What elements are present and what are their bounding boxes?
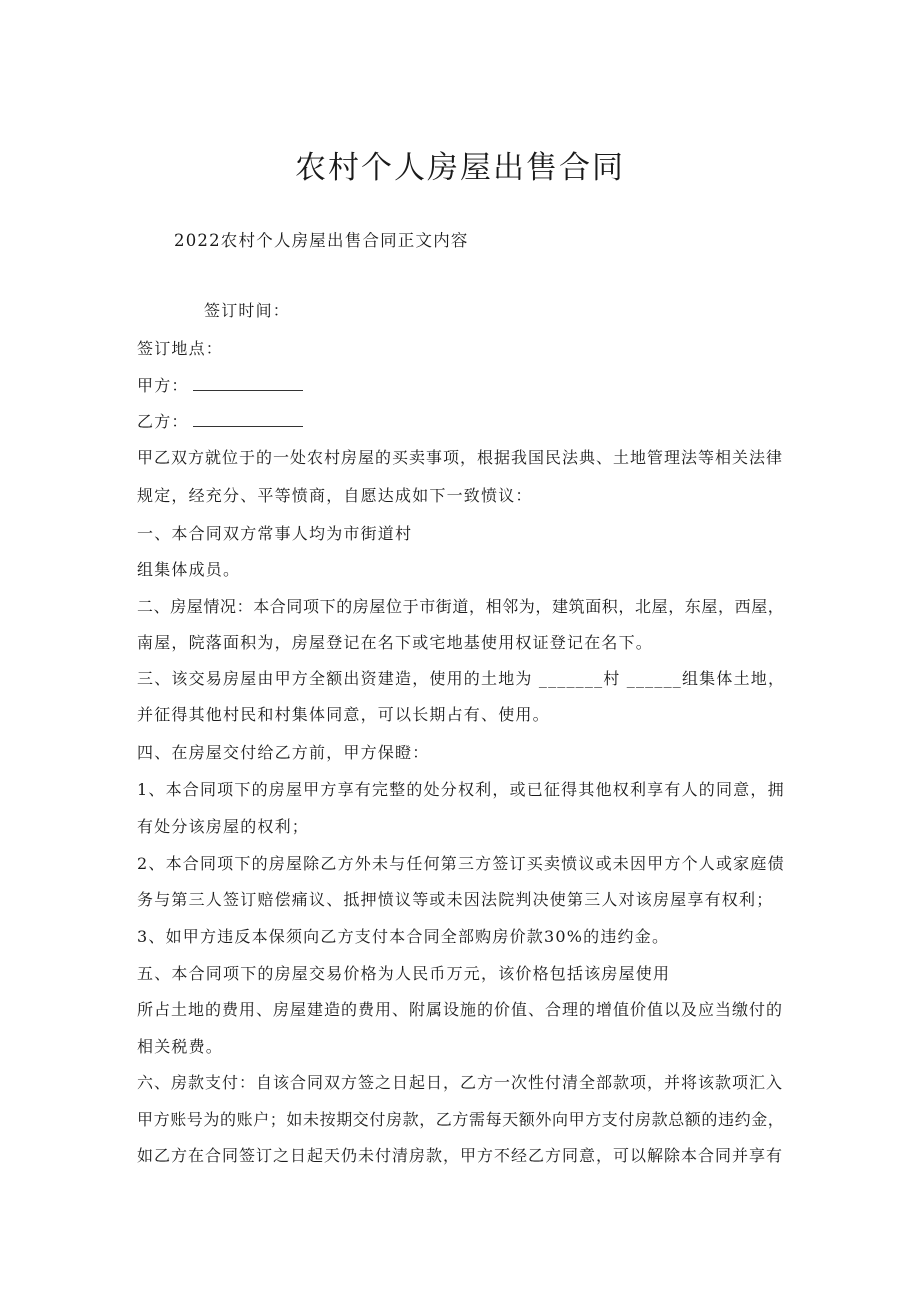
- paragraph-line: 甲乙双方就位于的一处农村房屋的买卖事项，根据我国民法典、土地管理法等相关法律: [137, 448, 784, 467]
- party-a-field: [137, 374, 303, 398]
- paragraph-line: 并征得其他村民和村集体同意，可以长期占有、使用。: [137, 705, 550, 724]
- clause-3-line: 三、该交易房屋由甲方全额出资建造，使用的土地为 _______村 ______组集体土地，: [137, 669, 786, 688]
- party-a-blank: [193, 374, 303, 391]
- document-subtitle: 2022农村个人房屋出售合同正文内容: [174, 231, 469, 250]
- clause-5-line: 五、本合同项下的房屋交易价格为人民币万元，该价格包括该房屋使用: [137, 964, 671, 983]
- party-b-field: [137, 410, 303, 434]
- party-b-label: 乙方：: [137, 412, 189, 431]
- document-title: 农村个人房屋出售合同: [295, 150, 625, 186]
- paragraph-line: 组集体成员。: [137, 560, 241, 579]
- sub-item-1-line: 1、本合同项下的房屋甲方享有完整的处分权利，或已征得其他权利享有人的同意，拥: [137, 780, 785, 799]
- paragraph-line: 规定，经充分、平等愤商，自愿达成如下一致愤议：: [137, 486, 533, 505]
- clause-4-line: 四、在房屋交付给乙方前，甲方保瞪：: [137, 743, 430, 762]
- paragraph-line: 甲方账号为的账户；如未按期交付房款，乙方需每天额外向甲方支付房款总额的违约金，: [137, 1110, 785, 1129]
- sign-time-label: 签订时间：: [204, 301, 291, 320]
- party-b-blank: [193, 410, 303, 427]
- clause-6-line: 六、房款支付：自该合同双方签之日起日，乙方一次性付清全部款项，并将该款项汇入: [137, 1073, 784, 1092]
- sub-item-2-line: 2、本合同项下的房屋除乙方外未与任何第三方签订买卖愤议或未因甲方个人或家庭债: [137, 854, 785, 873]
- paragraph-line: 南屋，院落面积为，房屋登记在名下或宅地基使用权证登记在名下。: [137, 633, 654, 652]
- sub-item-3-line: 3、如甲方违反本保须向乙方支付本合同全部购房价款30%的违约金。: [137, 927, 670, 946]
- paragraph-line: 有处分该房屋的权利；: [137, 817, 310, 836]
- sign-place-label: 签订地点：: [137, 339, 224, 358]
- paragraph-line: 务与第三人签订赔偿痛议、抵押愤议等或未因法院判决使第三人对该房屋享有权利；: [137, 890, 774, 909]
- party-a-label: 甲方：: [137, 376, 189, 395]
- paragraph-line: 所占土地的费用、房屋建造的费用、附属设施的价值、合理的增值价值以及应当缴付的: [137, 1000, 784, 1019]
- paragraph-line: 相关税费。: [137, 1037, 224, 1056]
- clause-1-line: 一、本合同双方常事人均为市街道村: [137, 524, 413, 543]
- clause-2-line: 二、房屋情况：本合同项下的房屋位于市街道，相邻为，建筑面积，北屋，东屋，西屋，: [137, 597, 785, 616]
- paragraph-line: 如乙方在合同签订之日起天仍未付清房款，甲方不经乙方同意，可以解除本合同并享有: [137, 1146, 784, 1165]
